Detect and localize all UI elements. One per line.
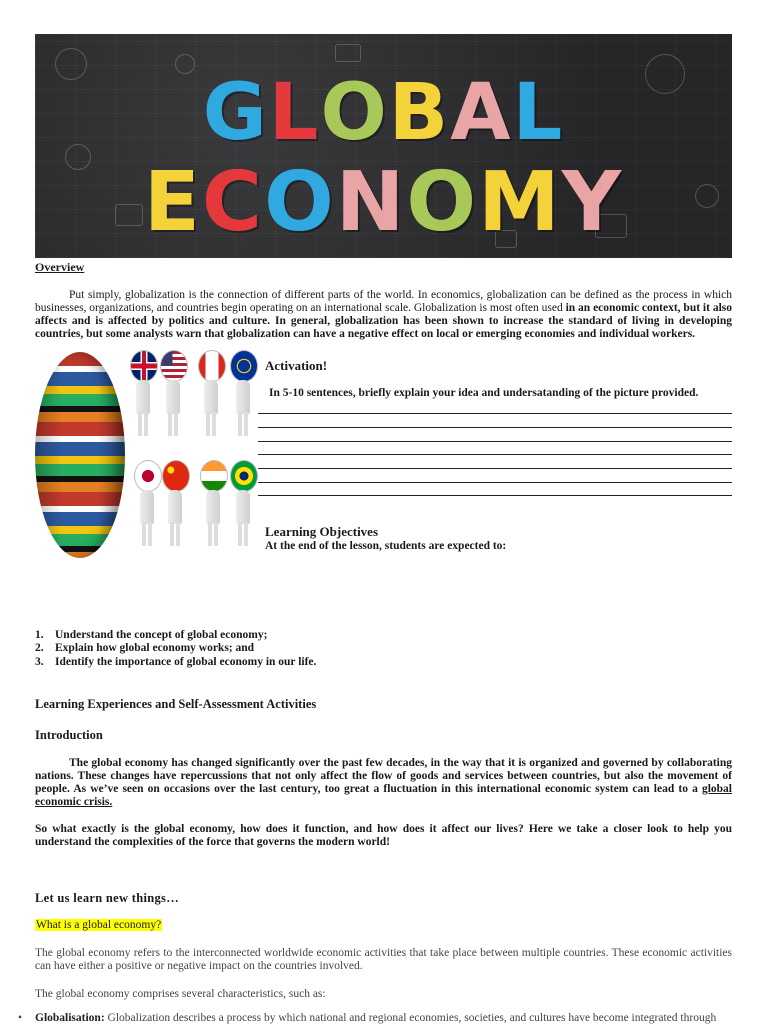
list-item	[35, 656, 316, 669]
answer-line[interactable]	[258, 413, 732, 414]
brazil-flag-figure	[230, 460, 256, 520]
banner-letter: A	[450, 68, 513, 158]
flag-globe-image	[35, 352, 125, 558]
introduction-heading: Introduction	[35, 728, 103, 742]
overview-heading: Overview	[35, 260, 85, 274]
characteristics-intro: The global economy comprises several characteristics, such as:	[35, 988, 326, 1000]
definition-paragraph: The global economy refers to the interconnected worldwide economic activities that take place between multiple countries. These economic activities can have either a positive or negative impact on the countries involved.	[35, 947, 732, 972]
eu-flag-figure	[230, 350, 256, 410]
banner-letter: C	[201, 155, 265, 250]
learning-objectives-subheading: At the end of the lesson, students are expected to:	[265, 540, 507, 552]
answer-line[interactable]	[258, 495, 732, 496]
list-text: Identify the importance of global economy in our life.	[55, 655, 317, 668]
answer-line[interactable]	[258, 427, 732, 428]
banner-letter: L	[512, 68, 565, 158]
banner-letter: O	[406, 155, 479, 250]
global-economic-crisis-link[interactable]: global economic crisis.	[35, 783, 732, 808]
global-economy-banner	[35, 34, 732, 258]
uk-flag-figure	[130, 350, 156, 410]
objectives-list	[35, 629, 316, 669]
banner-word-economy	[35, 155, 732, 250]
bullet-dot-icon: •	[18, 1012, 23, 1024]
introduction-question-paragraph: So what exactly is the global economy, how does it function, and how does it affect our lives? Here we take a closer look to help you understand the complexities of the force that governs the modern world!	[35, 823, 732, 848]
overview-paragraph	[35, 289, 732, 341]
banner-letter: E	[143, 155, 202, 250]
banner-letter: Y	[561, 155, 624, 250]
bullet-item	[18, 1012, 738, 1024]
doodle-icon	[335, 44, 361, 62]
list-number: 1.	[35, 629, 44, 641]
bullet-text: Globalization describes a process by which national and regional economies, societies, and cultures have become integrated through	[104, 1012, 717, 1024]
answer-line[interactable]	[258, 454, 732, 455]
banner-letter: O	[264, 155, 336, 250]
list-text: Understand the concept of global economy;	[55, 629, 268, 641]
list-number: 3.	[35, 655, 44, 668]
answer-line[interactable]	[258, 441, 732, 442]
canada-flag-figure	[198, 350, 224, 410]
usa-flag-figure	[160, 350, 186, 410]
list-item	[35, 642, 316, 655]
banner-letter: G	[202, 68, 269, 158]
handshake-figures-image	[124, 350, 258, 565]
introduction-paragraph	[35, 757, 732, 809]
activation-heading: Activation!	[265, 358, 328, 373]
bullet-term: Globalisation:	[35, 1012, 105, 1024]
banner-letter: M	[478, 155, 562, 250]
overview-paragraph-bold: in an economic context, but it also affects and is affected by politics and culture. In general, globalization has been shown to increase the standard of living in developing countries, but some analysts warn that globalization can have a negative effect on local or emerging economies and individual workers.	[35, 302, 733, 340]
section-heading: Learning Experiences and Self-Assessment Activities	[35, 697, 317, 711]
answer-line[interactable]	[258, 468, 732, 469]
learn-heading: Let us learn new things…	[35, 891, 180, 905]
learning-objectives-heading: Learning Objectives	[265, 524, 379, 539]
china-flag-figure	[162, 460, 188, 520]
list-number: 2.	[35, 642, 44, 655]
highlighted-question: What is a global economy?	[36, 919, 162, 931]
banner-letter: N	[335, 155, 407, 250]
introduction-text: The global economy has changed significantly over the past few decades, in the way that it is organized and governed by collaborating nations. These changes have repercussions that not only affect the flow of goods and services between countries, but also the movement of people. As we’ve seen on occasions over the last century, too great a fluctuation in this international economic system can lead to a	[35, 757, 732, 795]
activation-instruction: In 5-10 sentences, briefly explain your idea and undersatanding of the picture provided.	[269, 387, 699, 399]
banner-letter: L	[268, 68, 321, 158]
banner-word-global	[35, 68, 732, 158]
answer-line[interactable]	[258, 482, 732, 483]
india-flag-figure	[200, 460, 226, 520]
banner-letter: O	[320, 68, 389, 158]
japan-flag-figure	[134, 460, 160, 520]
overview-paragraph-normal: Put simply, globalization is the connection of different parts of the world. In economics, globalization can be defined as the process in which businesses, organizations, and countries begin operating on an international scale. Globalization is most often used	[35, 289, 732, 314]
doodle-icon	[175, 54, 195, 74]
list-item	[35, 629, 316, 642]
banner-letter: B	[388, 68, 451, 158]
list-text: Explain how global economy works; and	[55, 642, 255, 655]
